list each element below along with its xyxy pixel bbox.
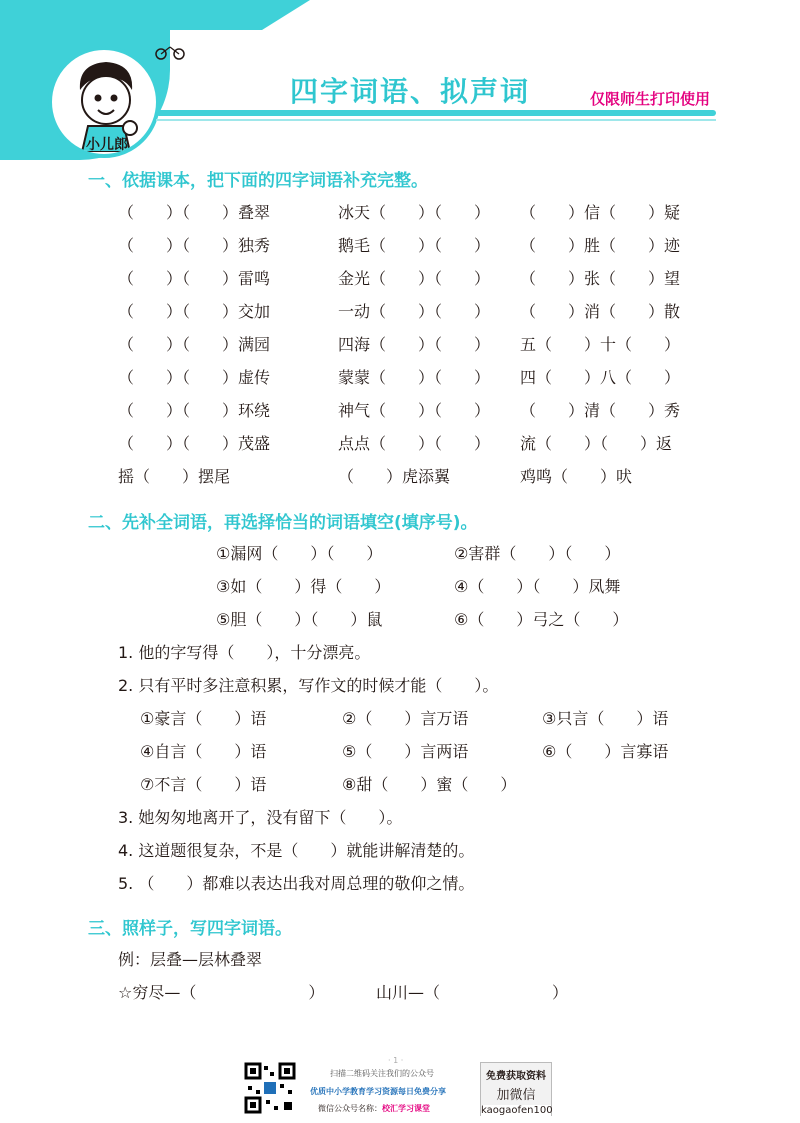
question-4[interactable]: 4. 这道题很复杂，不是（ ）就能讲解清楚的。 xyxy=(118,841,475,860)
section2-heading: 二、先补全词语，再选择恰当的词语填空(填序号)。 xyxy=(88,513,478,533)
option-item[interactable]: ⑥（ ）言寡语 xyxy=(542,742,669,761)
q1-cell[interactable]: （ ）（ ）独秀 xyxy=(118,236,271,255)
question-1[interactable]: 1. 他的字写得（ ），十分漂亮。 xyxy=(118,643,371,662)
q1-cell[interactable]: （ ）（ ）雷鸣 xyxy=(118,269,271,288)
q1-cell[interactable]: 四（ ）八（ ） xyxy=(520,368,681,387)
word-item[interactable]: ③如（ ）得（ ） xyxy=(216,577,391,596)
q1-cell[interactable]: （ ）（ ）满园 xyxy=(118,335,271,354)
option-item[interactable]: ⑧甜（ ）蜜（ ） xyxy=(342,775,517,794)
option-item[interactable]: ⑤（ ）言两语 xyxy=(342,742,469,761)
word-item[interactable]: ①漏网（ ）（ ） xyxy=(216,544,383,563)
example-line: 例：层叠—层林叠翠 xyxy=(118,950,263,969)
option-item[interactable]: ③只言（ ）语 xyxy=(542,709,669,728)
q1-cell[interactable]: 鹅毛（ ）（ ） xyxy=(338,236,491,255)
footer-wechat-name: 校汇学习课堂 xyxy=(382,1104,430,1113)
print-note: 仅限师生打印使用 xyxy=(590,90,711,108)
q1-row xyxy=(118,464,718,494)
q1-cell[interactable]: 一动（ ）（ ） xyxy=(338,302,491,321)
q1-cell[interactable]: 点点（ ）（ ） xyxy=(338,434,491,453)
q1-cell[interactable]: （ ）（ ）交加 xyxy=(118,302,271,321)
option-item[interactable]: ①豪言（ ）语 xyxy=(140,709,267,728)
q1-cell[interactable]: （ ）信（ ）疑 xyxy=(520,203,681,222)
q1-cell[interactable]: 五（ ）十（ ） xyxy=(520,335,681,354)
word-item[interactable]: ②害群（ ）（ ） xyxy=(454,544,621,563)
footer-contact-box xyxy=(480,1062,552,1116)
footer-box-line2: 加微信 xyxy=(496,1088,536,1103)
q1-cell[interactable]: 四海（ ）（ ） xyxy=(338,335,491,354)
q1-cell[interactable]: （ ）（ ）茂盛 xyxy=(118,434,271,453)
mountains-icon xyxy=(180,28,250,54)
footer-scan-text: 扫描二维码关注我们的公众号 xyxy=(330,1069,434,1078)
question-2[interactable]: 2. 只有平时多注意积累，写作文的时候才能（ ）。 xyxy=(118,676,499,695)
question-5[interactable]: 5. （ ）都难以表达出我对周总理的敬仰之情。 xyxy=(118,874,475,893)
bicycle-icon xyxy=(154,44,186,60)
q1-cell[interactable]: 金光（ ）（ ） xyxy=(338,269,491,288)
section1-heading: 一、依据课本，把下面的四字词语补充完整。 xyxy=(88,171,428,191)
title-underline xyxy=(156,110,716,116)
q1-row xyxy=(118,233,718,263)
q1-cell[interactable]: （ ）消（ ）散 xyxy=(520,302,681,321)
word-item[interactable]: ⑥（ ）弓之（ ） xyxy=(454,610,629,629)
question-3[interactable]: 3. 她匆匆地离开了，没有留下（ ）。 xyxy=(118,808,403,827)
q1-row xyxy=(118,431,718,461)
q1-cell[interactable]: （ ）（ ）叠翠 xyxy=(118,203,271,222)
q1-cell[interactable]: （ ）胜（ ）迹 xyxy=(520,236,681,255)
word-item[interactable]: ④（ ）（ ）凤舞 xyxy=(454,577,621,596)
footer-box-line3: kaogaofen100 xyxy=(481,1105,553,1116)
option-item[interactable]: ④自言（ ）语 xyxy=(140,742,267,761)
q1-row xyxy=(118,266,718,296)
q1-cell[interactable]: （ ）清（ ）秀 xyxy=(520,401,681,420)
q1-cell[interactable]: （ ）（ ）虚传 xyxy=(118,368,271,387)
q1-cell[interactable]: （ ）张（ ）望 xyxy=(520,269,681,288)
q1-row xyxy=(118,398,718,428)
q3-item-1[interactable]: ☆穷尽—（ ） xyxy=(118,983,325,1002)
q1-cell[interactable]: 流（ ）（ ）返 xyxy=(520,434,673,453)
page-title: 四字词语、拟声词 xyxy=(290,75,531,108)
section3-heading: 三、照样子，写四字词语。 xyxy=(88,919,292,939)
footer-box-line1: 免费获取资料 xyxy=(486,1071,546,1082)
q1-cell[interactable]: （ ）虎添翼 xyxy=(338,467,451,486)
q1-row xyxy=(118,332,718,362)
word-item[interactable]: ⑤胆（ ）（ ）鼠 xyxy=(216,610,383,629)
q1-row xyxy=(118,200,718,230)
footer-brand-text: 优质中小学教育学习资源每日免费分享 xyxy=(310,1087,446,1096)
q1-cell[interactable]: 蒙蒙（ ）（ ） xyxy=(338,368,491,387)
q3-item-2[interactable]: 山川—（ ） xyxy=(376,983,569,1002)
q1-cell[interactable]: 神气（ ）（ ） xyxy=(338,401,491,420)
footer-wechat xyxy=(318,1103,430,1114)
qr-code-icon xyxy=(244,1062,296,1114)
option-item[interactable]: ②（ ）言万语 xyxy=(342,709,469,728)
page-number-mark: · 1 · xyxy=(388,1056,404,1065)
title-underline-thin xyxy=(156,119,716,121)
mascot-label: 小儿郎 xyxy=(86,137,128,153)
header-decoration-strip xyxy=(150,0,310,30)
q1-row xyxy=(118,365,718,395)
q1-cell[interactable]: 冰天（ ）（ ） xyxy=(338,203,491,222)
option-item[interactable]: ⑦不言（ ）语 xyxy=(140,775,267,794)
q1-cell[interactable]: 摇（ ）摆尾 xyxy=(118,467,231,486)
q1-cell[interactable]: 鸡鸣（ ）吠 xyxy=(520,467,633,486)
q1-row xyxy=(118,299,718,329)
q1-cell[interactable]: （ ）（ ）环绕 xyxy=(118,401,271,420)
footer-wechat-label: 微信公众号名称： xyxy=(318,1104,382,1113)
